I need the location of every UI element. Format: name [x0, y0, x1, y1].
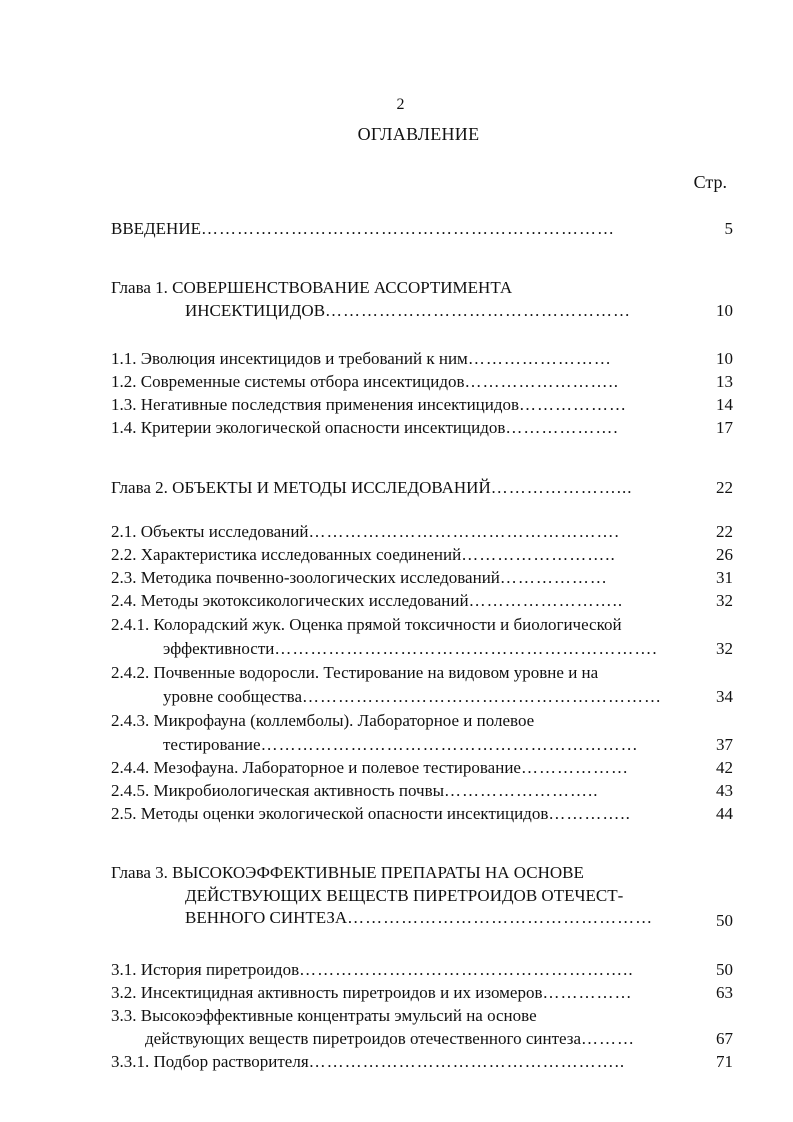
toc-entry-chapter-2 [111, 478, 686, 498]
toc-leader-dots: …………………………………………… [347, 908, 654, 927]
toc-entry-1-3 [111, 395, 681, 415]
toc-entry-text: ИНСЕКТИЦИДОВ [185, 301, 326, 320]
toc-leader-dots: ……………… [520, 758, 629, 777]
toc-entry-text: ДЕЙСТВУЮЩИХ ВЕЩЕСТВ ПИРЕТРОИДОВ ОТЕЧЕСТ- [185, 886, 624, 905]
toc-entry-2-4-2-line2 [163, 687, 686, 707]
toc-leader-dots: …………………….. [444, 781, 599, 800]
toc-entry-3-1 [111, 960, 686, 980]
toc-page-number: 50 [716, 911, 733, 930]
toc-leader-dots: …………………… [467, 349, 612, 368]
toc-leader-dots: ………………………………………………………. [274, 639, 658, 658]
toc-page-number: 63 [716, 983, 733, 1002]
toc-page-number: 31 [716, 568, 733, 587]
toc-entry-2-4-3-line2 [163, 735, 686, 755]
toc-page-number: 14 [716, 395, 733, 414]
toc-entry-chapter-1 [185, 301, 681, 321]
toc-entry-text: 2.2. Характеристика исследованных соединений [111, 545, 462, 564]
toc-page-number: 32 [716, 639, 733, 658]
toc-entry-text: 3.3.1. Подбор растворителя [111, 1052, 309, 1071]
toc-entry-3-3-line1 [111, 1006, 686, 1026]
toc-chapter-heading [111, 863, 686, 883]
toc-entry-1-2 [111, 372, 681, 392]
toc-entry-3-3-1 [111, 1052, 686, 1072]
toc-page-number: 10 [716, 349, 733, 368]
toc-entry-text: Глава 1. СОВЕРШЕНСТВОВАНИЕ АССОРТИМЕНТА [111, 278, 513, 297]
toc-page-number: 43 [716, 781, 733, 800]
toc-entry-text: Глава 2. ОБЪЕКТЫ И МЕТОДЫ ИССЛЕДОВАНИЙ [111, 478, 491, 497]
toc-entry-text: 1.1. Эволюция инсектицидов и требований к ним [111, 349, 468, 368]
toc-entry-2-4-1-line2 [163, 639, 686, 659]
toc-entry-text: 3.3. Высокоэффективные концентраты эмульсий на основе [111, 1006, 537, 1025]
toc-leader-dots: …………… [542, 983, 633, 1002]
toc-entry-text: 2.5. Методы оценки экологической опасности инсектицидов [111, 804, 549, 823]
toc-entry-3-3-line2 [145, 1029, 686, 1049]
toc-entry-2-1 [111, 522, 686, 542]
toc-page-number: 34 [716, 687, 733, 706]
toc-leader-dots: …………………………………………………………… [200, 219, 615, 238]
toc-entry-2-4-3-line1 [111, 711, 686, 731]
page-number: 2 [396, 96, 405, 113]
toc-entry-text: 2.4.1. Колорадский жук. Оценка прямой токсичности и биологической [111, 615, 622, 634]
toc-entry-text: действующих веществ пиретроидов отечественного синтеза [145, 1029, 582, 1048]
toc-entry-text: 1.2. Современные системы отбора инсектицидов [111, 372, 465, 391]
toc-entry-text: уровне сообщества [163, 687, 302, 706]
toc-entry-text: 2.4.2. Почвенные водоросли. Тестирование на видовом уровне и на [111, 663, 599, 682]
toc-leader-dots: …………………….. [464, 372, 620, 391]
toc-page-number: 5 [724, 219, 733, 238]
toc-page-number: 32 [716, 591, 733, 610]
toc-leader-dots: ……………………………………………. [308, 522, 620, 541]
toc-entry-text: 3.1. История пиретроидов [111, 960, 300, 979]
toc-entry-text: ВВЕДЕНИЕ [111, 219, 201, 238]
page-column-label: Стр. [693, 172, 727, 192]
toc-leader-dots: ……………………………………………….. [299, 960, 634, 979]
page-title: ОГЛАВЛЕНИЕ [357, 124, 480, 144]
toc-leader-dots: …………………………………………….. [308, 1052, 626, 1071]
toc-chapter-heading [111, 278, 681, 298]
toc-page-number: 44 [716, 804, 733, 823]
toc-entry-1-1 [111, 349, 681, 369]
toc-page-number: 42 [716, 758, 733, 777]
toc-entry-text: 1.3. Негативные последствия применения инсектицидов [111, 395, 520, 414]
toc-entry-text: 2.4. Методы экотоксикологических исследований [111, 591, 469, 610]
toc-page-number: 71 [716, 1052, 733, 1071]
toc-entry-2-5 [111, 804, 686, 824]
toc-leader-dots: ……………………………………………………… [260, 735, 639, 754]
toc-entry-3-2 [111, 983, 686, 1003]
toc-entry-text: эффективности [163, 639, 275, 658]
toc-page-number: 26 [716, 545, 733, 564]
toc-entry-text: 2.3. Методика почвенно-зоологических исследований [111, 568, 500, 587]
toc-leader-dots: ………….. [548, 804, 631, 823]
toc-leader-dots: …………………….. [468, 591, 624, 610]
toc-entry-1-4 [111, 418, 686, 438]
toc-page-number: 22 [716, 522, 733, 541]
toc-entry-2-3 [111, 568, 686, 588]
toc-entry-text: тестирование [163, 735, 261, 754]
toc-entry-text: ВЕННОГО СИНТЕЗА [185, 908, 348, 927]
toc-page-number: 67 [716, 1029, 733, 1048]
toc-leader-dots: …………………... [490, 478, 633, 497]
toc-leader-dots: ……………… [519, 395, 628, 414]
toc-page-number: 13 [716, 372, 733, 391]
toc-page-number: 37 [716, 735, 733, 754]
toc-entry-text: 2.4.3. Микрофауна (коллемболы). Лабораторное и полевое [111, 711, 535, 730]
toc-leader-dots: …………………………………………………… [302, 687, 662, 706]
toc-page-number: 50 [716, 960, 733, 979]
toc-entry-text: 2.1. Объекты исследований [111, 522, 309, 541]
toc-page-number: 17 [716, 418, 733, 437]
toc-entry-text: 2.4.5. Микробиологическая активность почвы [111, 781, 445, 800]
toc-leader-dots: …………………………………………… [325, 301, 632, 320]
toc-leader-dots: …………………….. [461, 545, 616, 564]
toc-chapter-heading-continued [185, 886, 686, 906]
toc-entry-2-4-4 [111, 758, 686, 778]
toc-page-number: 22 [716, 478, 733, 497]
toc-entry-2-4-5 [111, 781, 686, 801]
toc-entry-2-4 [111, 591, 686, 611]
toc-entry-2-4-1-line1 [111, 615, 686, 635]
toc-entry-2-4-2-line1 [111, 663, 686, 683]
toc-leader-dots: ………………. [505, 418, 619, 437]
toc-entry-chapter-3 [185, 908, 681, 928]
toc-entry-text: 1.4. Критерии экологической опасности инсектицидов [111, 418, 506, 437]
toc-leader-dots: ……………… [499, 568, 608, 587]
toc-leader-dots: ……… [581, 1029, 636, 1048]
toc-page-number: 10 [716, 301, 733, 320]
toc-entry-2-2 [111, 545, 686, 565]
toc-entry-intro [111, 219, 681, 239]
toc-entry-text: 2.4.4. Мезофауна. Лабораторное и полевое тестирование [111, 758, 521, 777]
toc-entry-text: Глава 3. ВЫСОКОЭФФЕКТИВНЫЕ ПРЕПАРАТЫ НА ОСНОВЕ [111, 863, 584, 882]
toc-entry-text: 3.2. Инсектицидная активность пиретроидов и их изомеров [111, 983, 543, 1002]
